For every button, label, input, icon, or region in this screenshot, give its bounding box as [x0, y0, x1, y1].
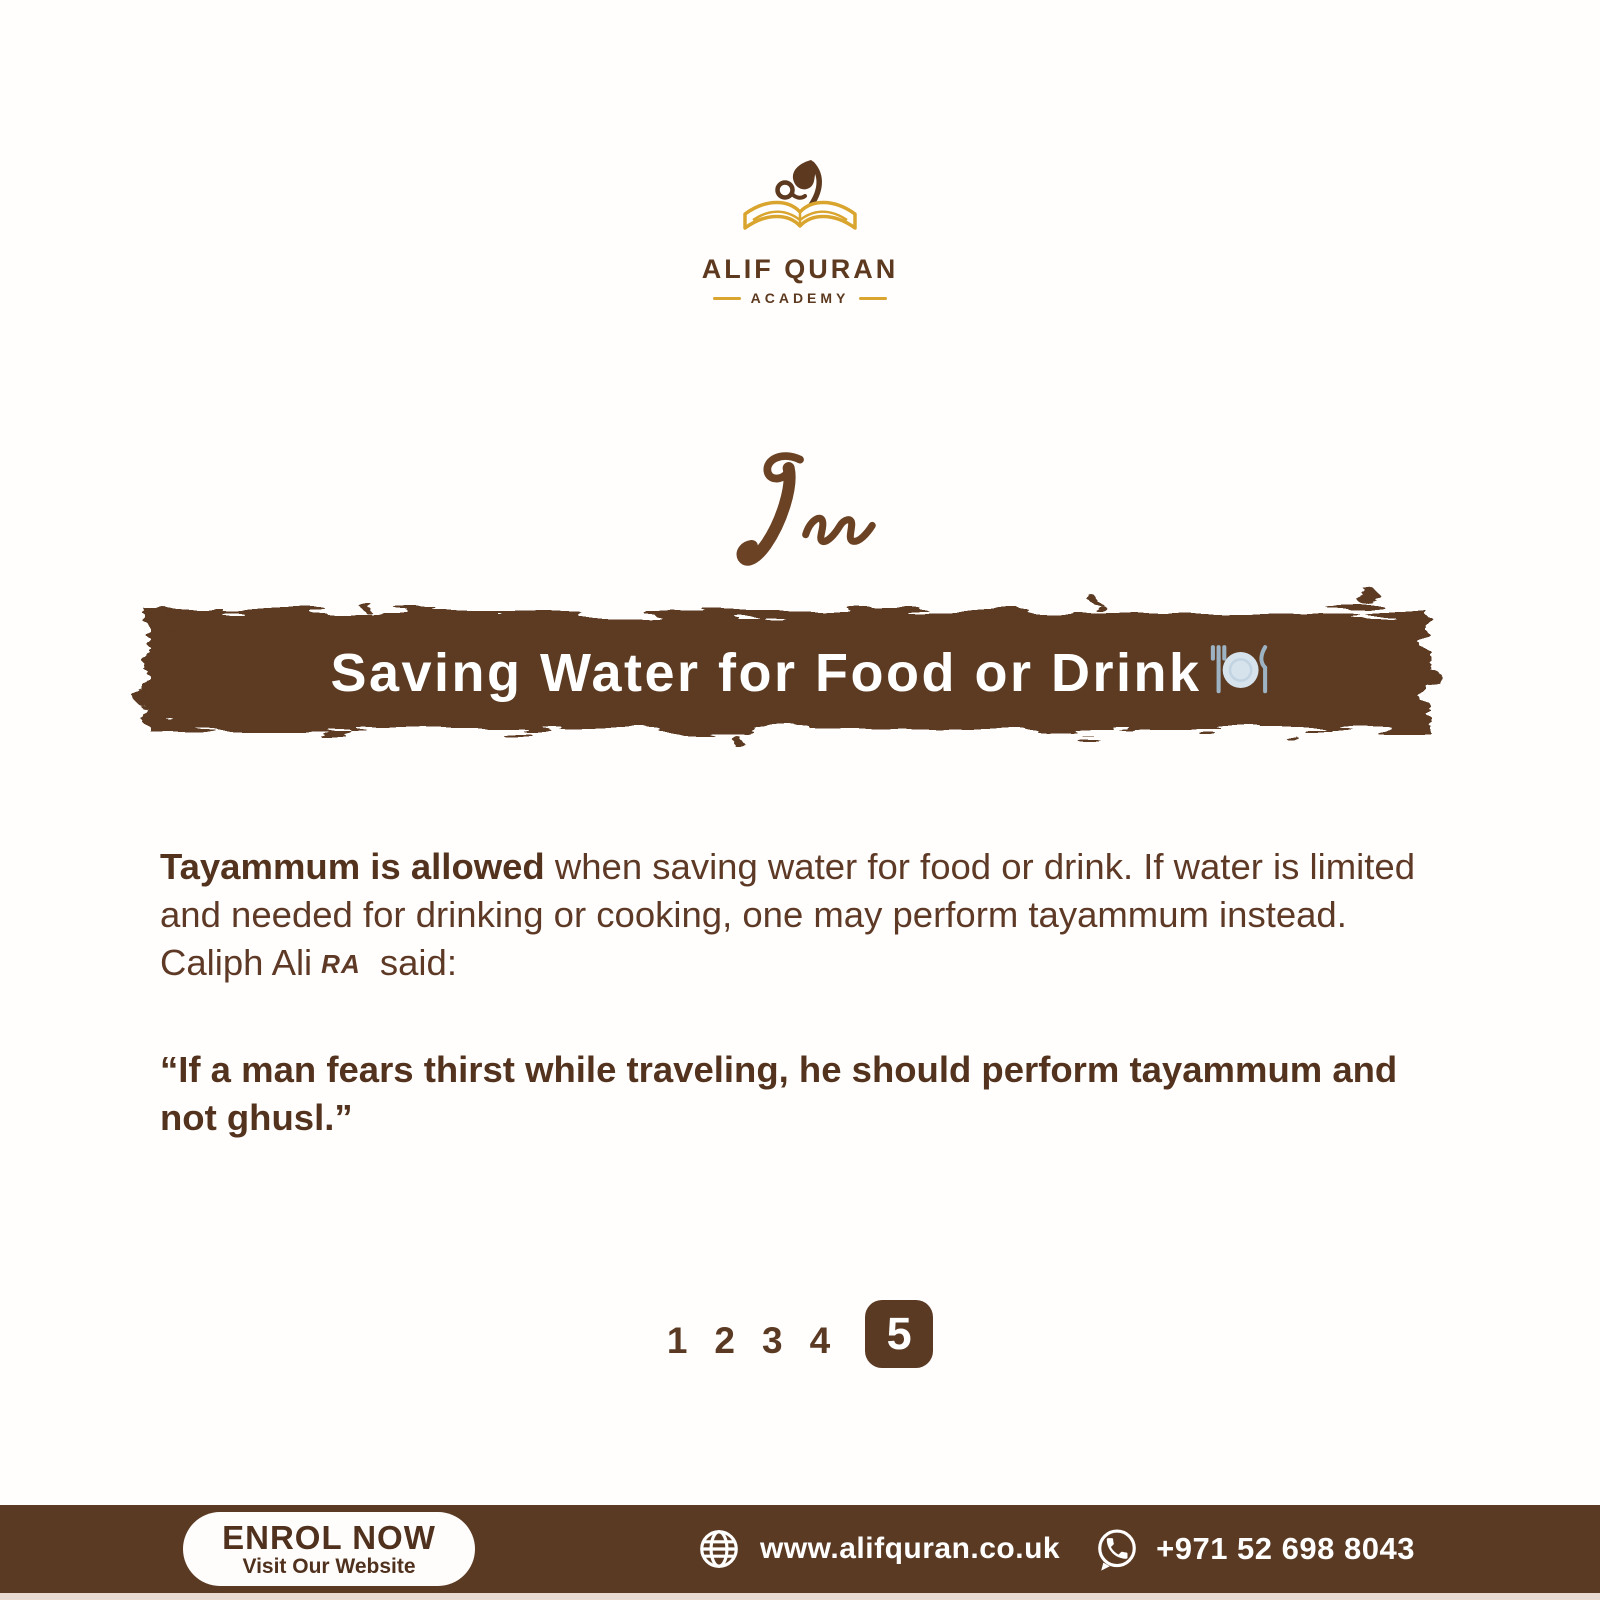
enrol-now-label: ENROL NOW: [222, 1518, 436, 1556]
body-copy: [160, 843, 1455, 1142]
banner-title-row: [116, 582, 1484, 764]
brand-subtitle-row: [713, 290, 888, 306]
alif-book-logo-icon: [733, 158, 867, 254]
page-indicator-1[interactable]: 1: [666, 1320, 688, 1361]
caliph-suffix: said:: [369, 942, 457, 983]
quote-line-1: “If a man fears thirst while traveling, he should perform tayammum and: [160, 1049, 1398, 1090]
brand-name: ALIF QURAN: [701, 254, 899, 284]
caliph-line: [160, 939, 1455, 990]
lead-bold-text: Tayammum is allowed: [160, 846, 545, 887]
lead-paragraph: [160, 843, 1455, 939]
brand-subtitle: ACADEMY: [750, 290, 850, 306]
brand-logo: [0, 158, 1600, 306]
lead-rest-text: when saving water for food or drink. If water is limited and needed for drinking or cooking, one may perform tayammum instead.: [160, 846, 1416, 935]
quote-paragraph: [160, 1046, 1455, 1142]
enrol-now-button[interactable]: [183, 1512, 475, 1586]
gold-dash-right: [859, 297, 887, 300]
banner-title: Saving Water for Food or Drink: [330, 643, 1202, 703]
quote-line-2: not ghusl.”: [160, 1097, 353, 1138]
website-link[interactable]: www.alifquran.co.uk: [760, 1532, 1061, 1565]
page-indicator-2[interactable]: 2: [714, 1320, 735, 1361]
script-word-in: [0, 428, 1600, 596]
footer-contact-row: [696, 1505, 1415, 1593]
globe-icon: [696, 1526, 742, 1572]
caliph-honorific: RA: [321, 949, 361, 979]
pagination: [0, 1300, 1600, 1368]
footer-bottom-strip: [0, 1593, 1600, 1600]
caliph-prefix: Caliph Ali: [160, 942, 313, 983]
footer-bar: [0, 1505, 1600, 1593]
phone-number[interactable]: +971 52 698 8043: [1156, 1531, 1415, 1566]
visit-website-label: Visit Our Website: [242, 1554, 416, 1578]
gold-dash-left: [713, 297, 741, 300]
fork-knife-plate-icon: [1208, 639, 1270, 714]
title-banner: [116, 582, 1484, 764]
page-indicator-5-active[interactable]: 5: [865, 1300, 933, 1368]
phone-icon: [1094, 1526, 1140, 1572]
page-indicator-4[interactable]: 4: [809, 1320, 831, 1361]
page-indicator-3[interactable]: 3: [762, 1320, 783, 1361]
